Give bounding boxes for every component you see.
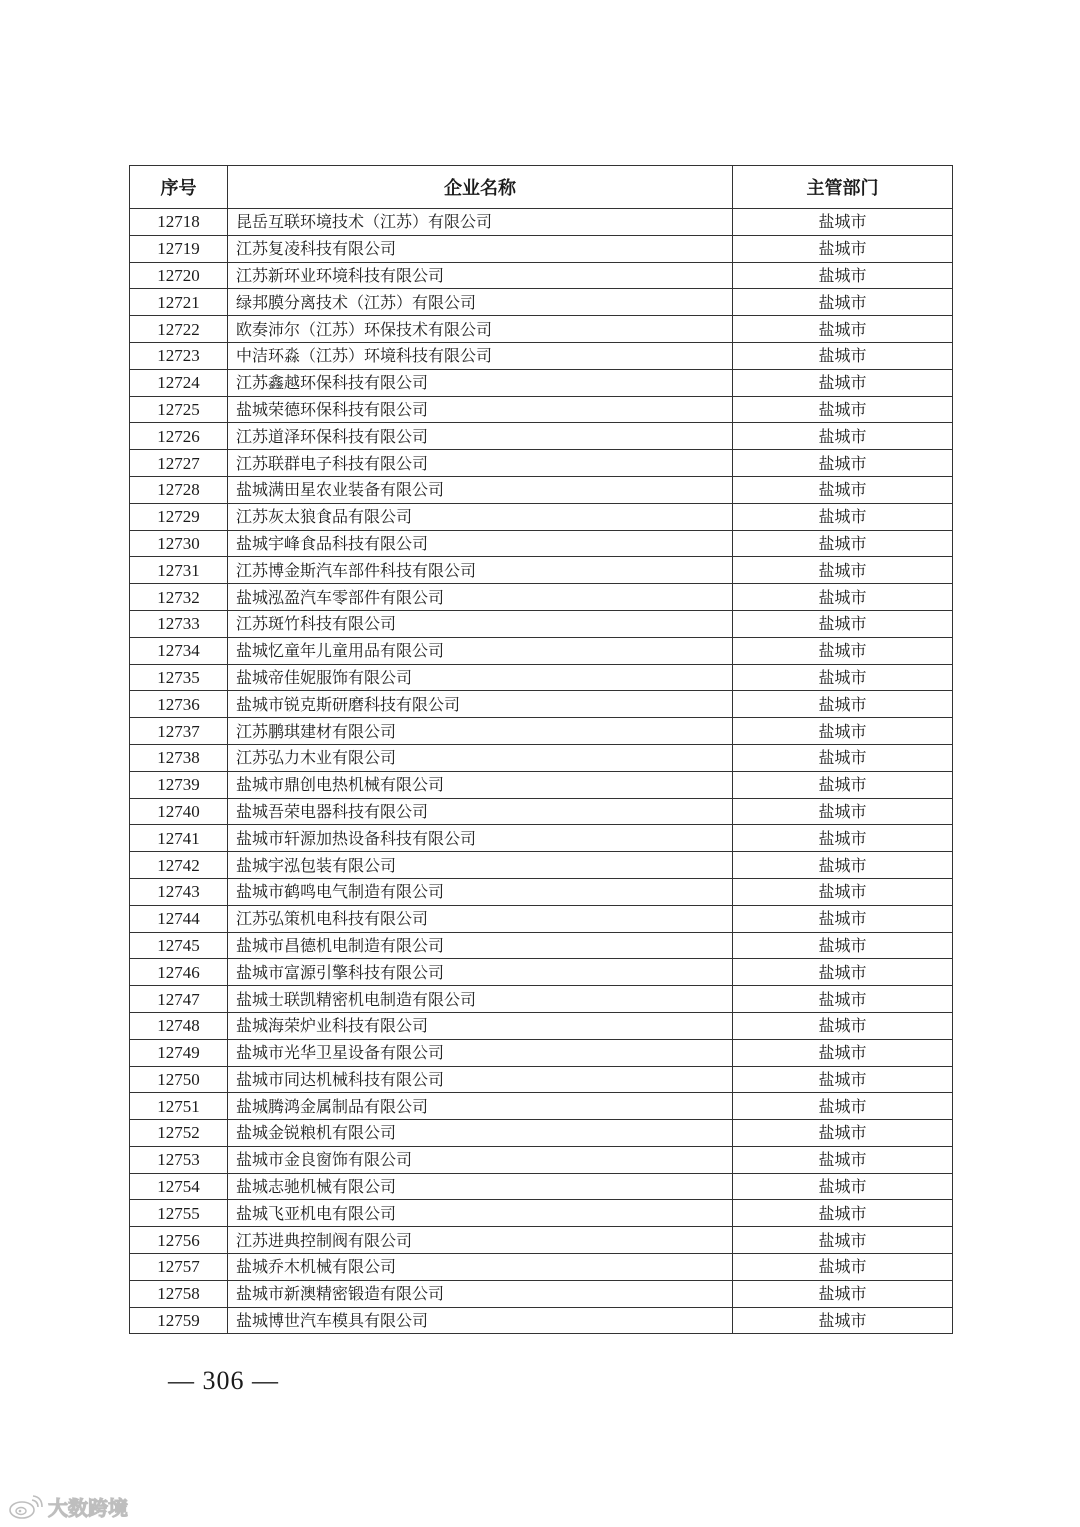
department-cell: 盐城市 (733, 878, 953, 905)
table-row (130, 771, 953, 798)
table-row (130, 450, 953, 477)
department-cell: 盐城市 (733, 289, 953, 316)
table-row (130, 718, 953, 745)
company-name-cell: 江苏道泽环保科技有限公司 (228, 423, 733, 450)
serial-number-cell: 12724 (130, 369, 228, 396)
serial-number-cell: 12729 (130, 503, 228, 530)
department-cell: 盐城市 (733, 530, 953, 557)
company-name-cell: 盐城志驰机械有限公司 (228, 1173, 733, 1200)
table-row (130, 1307, 953, 1334)
serial-number-cell: 12754 (130, 1173, 228, 1200)
company-name-cell: 江苏复凌科技有限公司 (228, 235, 733, 262)
company-name-cell: 盐城海荣炉业科技有限公司 (228, 1012, 733, 1039)
serial-number-cell: 12741 (130, 825, 228, 852)
department-cell: 盐城市 (733, 450, 953, 477)
serial-number-cell: 12736 (130, 691, 228, 718)
department-cell: 盐城市 (733, 905, 953, 932)
serial-number-cell: 12753 (130, 1146, 228, 1173)
table-row (130, 691, 953, 718)
company-name-cell: 盐城满田星农业装备有限公司 (228, 476, 733, 503)
company-name-cell: 绿邦膜分离技术（江苏）有限公司 (228, 289, 733, 316)
department-cell: 盐城市 (733, 342, 953, 369)
company-name-cell: 盐城宇峰食品科技有限公司 (228, 530, 733, 557)
company-name-cell: 盐城市鹤鸣电气制造有限公司 (228, 878, 733, 905)
serial-number-cell: 12747 (130, 986, 228, 1013)
company-name-cell: 盐城市富源引擎科技有限公司 (228, 959, 733, 986)
department-cell: 盐城市 (733, 209, 953, 236)
table-row (130, 209, 953, 236)
serial-number-cell: 12752 (130, 1120, 228, 1147)
serial-number-cell: 12746 (130, 959, 228, 986)
table-row (130, 1093, 953, 1120)
serial-number-cell: 12743 (130, 878, 228, 905)
company-name-cell: 盐城金锐粮机有限公司 (228, 1120, 733, 1147)
serial-number-cell: 12733 (130, 610, 228, 637)
company-name-cell: 盐城飞亚机电有限公司 (228, 1200, 733, 1227)
company-name-cell: 盐城荣德环保科技有限公司 (228, 396, 733, 423)
company-name-cell: 江苏新环业环境科技有限公司 (228, 262, 733, 289)
company-name-cell: 江苏联群电子科技有限公司 (228, 450, 733, 477)
serial-number-cell: 12738 (130, 744, 228, 771)
company-name-cell: 欧奏沛尔（江苏）环保技术有限公司 (228, 316, 733, 343)
table-body (130, 209, 953, 1334)
department-cell: 盐城市 (733, 1200, 953, 1227)
department-cell: 盐城市 (733, 1093, 953, 1120)
watermark-text: 大数跨境 (48, 1496, 128, 1520)
department-cell: 盐城市 (733, 1173, 953, 1200)
department-cell: 盐城市 (733, 771, 953, 798)
table-row (130, 476, 953, 503)
company-name-cell: 盐城市轩源加热设备科技有限公司 (228, 825, 733, 852)
company-name-cell: 盐城宇泓包装有限公司 (228, 852, 733, 879)
serial-number-cell: 12740 (130, 798, 228, 825)
table-row (130, 530, 953, 557)
serial-number-cell: 12758 (130, 1280, 228, 1307)
table-row (130, 610, 953, 637)
serial-number-cell: 12730 (130, 530, 228, 557)
serial-number-cell: 12737 (130, 718, 228, 745)
serial-number-cell: 12720 (130, 262, 228, 289)
table-row (130, 1227, 953, 1254)
table-row (130, 986, 953, 1013)
enterprise-table (129, 165, 953, 1334)
department-cell: 盐城市 (733, 744, 953, 771)
table-row (130, 1039, 953, 1066)
department-cell: 盐城市 (733, 262, 953, 289)
serial-number-cell: 12742 (130, 852, 228, 879)
table-row (130, 1173, 953, 1200)
table-row (130, 1146, 953, 1173)
table-row (130, 289, 953, 316)
department-cell: 盐城市 (733, 1307, 953, 1334)
department-cell: 盐城市 (733, 1146, 953, 1173)
header-company-name: 企业名称 (228, 166, 733, 209)
header-serial-number: 序号 (130, 166, 228, 209)
serial-number-cell: 12759 (130, 1307, 228, 1334)
table-row (130, 1012, 953, 1039)
serial-number-cell: 12744 (130, 905, 228, 932)
department-cell: 盐城市 (733, 503, 953, 530)
serial-number-cell: 12739 (130, 771, 228, 798)
department-cell: 盐城市 (733, 932, 953, 959)
company-name-cell: 盐城市光华卫星设备有限公司 (228, 1039, 733, 1066)
serial-number-cell: 12755 (130, 1200, 228, 1227)
department-cell: 盐城市 (733, 235, 953, 262)
department-cell: 盐城市 (733, 664, 953, 691)
serial-number-cell: 12727 (130, 450, 228, 477)
company-name-cell: 江苏斑竹科技有限公司 (228, 610, 733, 637)
serial-number-cell: 12756 (130, 1227, 228, 1254)
department-cell: 盐城市 (733, 718, 953, 745)
serial-number-cell: 12732 (130, 584, 228, 611)
table-row (130, 1200, 953, 1227)
department-cell: 盐城市 (733, 986, 953, 1013)
table-row (130, 557, 953, 584)
table-row (130, 1280, 953, 1307)
serial-number-cell: 12725 (130, 396, 228, 423)
company-name-cell: 江苏鑫越环保科技有限公司 (228, 369, 733, 396)
department-cell: 盐城市 (733, 423, 953, 450)
table-row (130, 744, 953, 771)
table-row (130, 235, 953, 262)
department-cell: 盐城市 (733, 852, 953, 879)
department-cell: 盐城市 (733, 1254, 953, 1281)
department-cell: 盐城市 (733, 557, 953, 584)
department-cell: 盐城市 (733, 1227, 953, 1254)
department-cell: 盐城市 (733, 316, 953, 343)
department-cell: 盐城市 (733, 610, 953, 637)
table-row (130, 316, 953, 343)
serial-number-cell: 12723 (130, 342, 228, 369)
table-row (130, 369, 953, 396)
table-row (130, 342, 953, 369)
company-name-cell: 盐城泓盈汽车零部件有限公司 (228, 584, 733, 611)
table-row (130, 396, 953, 423)
serial-number-cell: 12721 (130, 289, 228, 316)
department-cell: 盐城市 (733, 584, 953, 611)
table-row (130, 1120, 953, 1147)
company-name-cell: 盐城市新澳精密锻造有限公司 (228, 1280, 733, 1307)
table-row (130, 905, 953, 932)
department-cell: 盐城市 (733, 637, 953, 664)
header-department: 主管部门 (733, 166, 953, 209)
company-name-cell: 昆岳互联环境技术（江苏）有限公司 (228, 209, 733, 236)
company-name-cell: 盐城士联凯精密机电制造有限公司 (228, 986, 733, 1013)
watermark (8, 1492, 128, 1521)
company-name-cell: 盐城市同达机械科技有限公司 (228, 1066, 733, 1093)
serial-number-cell: 12735 (130, 664, 228, 691)
table-row (130, 584, 953, 611)
department-cell: 盐城市 (733, 396, 953, 423)
company-name-cell: 江苏进典控制阀有限公司 (228, 1227, 733, 1254)
company-name-cell: 江苏弘策机电科技有限公司 (228, 905, 733, 932)
company-name-cell: 江苏弘力木业有限公司 (228, 744, 733, 771)
table-row (130, 1066, 953, 1093)
department-cell: 盐城市 (733, 1066, 953, 1093)
table-row (130, 932, 953, 959)
company-name-cell: 盐城忆童年儿童用品有限公司 (228, 637, 733, 664)
serial-number-cell: 12749 (130, 1039, 228, 1066)
serial-number-cell: 12751 (130, 1093, 228, 1120)
serial-number-cell: 12728 (130, 476, 228, 503)
serial-number-cell: 12745 (130, 932, 228, 959)
department-cell: 盐城市 (733, 691, 953, 718)
company-name-cell: 江苏灰太狼食品有限公司 (228, 503, 733, 530)
serial-number-cell: 12726 (130, 423, 228, 450)
department-cell: 盐城市 (733, 1120, 953, 1147)
serial-number-cell: 12719 (130, 235, 228, 262)
company-name-cell: 盐城腾鸿金属制品有限公司 (228, 1093, 733, 1120)
table-row (130, 637, 953, 664)
table-row (130, 423, 953, 450)
table-row (130, 798, 953, 825)
company-name-cell: 盐城博世汽车模具有限公司 (228, 1307, 733, 1334)
page-number: — 306 — (168, 1366, 279, 1395)
company-name-cell: 盐城吾荣电器科技有限公司 (228, 798, 733, 825)
department-cell: 盐城市 (733, 1012, 953, 1039)
serial-number-cell: 12750 (130, 1066, 228, 1093)
department-cell: 盐城市 (733, 1280, 953, 1307)
serial-number-cell: 12748 (130, 1012, 228, 1039)
department-cell: 盐城市 (733, 1039, 953, 1066)
company-name-cell: 盐城市昌德机电制造有限公司 (228, 932, 733, 959)
serial-number-cell: 12718 (130, 209, 228, 236)
department-cell: 盐城市 (733, 959, 953, 986)
table-row (130, 1254, 953, 1281)
department-cell: 盐城市 (733, 369, 953, 396)
department-cell: 盐城市 (733, 825, 953, 852)
company-name-cell: 盐城帝佳妮服饰有限公司 (228, 664, 733, 691)
department-cell: 盐城市 (733, 798, 953, 825)
weibo-logo-icon (8, 1494, 44, 1520)
company-name-cell: 江苏博金斯汽车部件科技有限公司 (228, 557, 733, 584)
company-name-cell: 盐城乔木机械有限公司 (228, 1254, 733, 1281)
table-row (130, 262, 953, 289)
table-header-row (130, 166, 953, 209)
serial-number-cell: 12722 (130, 316, 228, 343)
table-row (130, 959, 953, 986)
serial-number-cell: 12734 (130, 637, 228, 664)
table-row (130, 852, 953, 879)
department-cell: 盐城市 (733, 476, 953, 503)
company-name-cell: 中洁环淼（江苏）环境科技有限公司 (228, 342, 733, 369)
company-name-cell: 江苏鹏琪建材有限公司 (228, 718, 733, 745)
serial-number-cell: 12757 (130, 1254, 228, 1281)
company-name-cell: 盐城市锐克斯研磨科技有限公司 (228, 691, 733, 718)
table-row (130, 878, 953, 905)
table-row (130, 664, 953, 691)
company-name-cell: 盐城市金良窗饰有限公司 (228, 1146, 733, 1173)
serial-number-cell: 12731 (130, 557, 228, 584)
company-name-cell: 盐城市鼎创电热机械有限公司 (228, 771, 733, 798)
table-row (130, 503, 953, 530)
table-row (130, 825, 953, 852)
